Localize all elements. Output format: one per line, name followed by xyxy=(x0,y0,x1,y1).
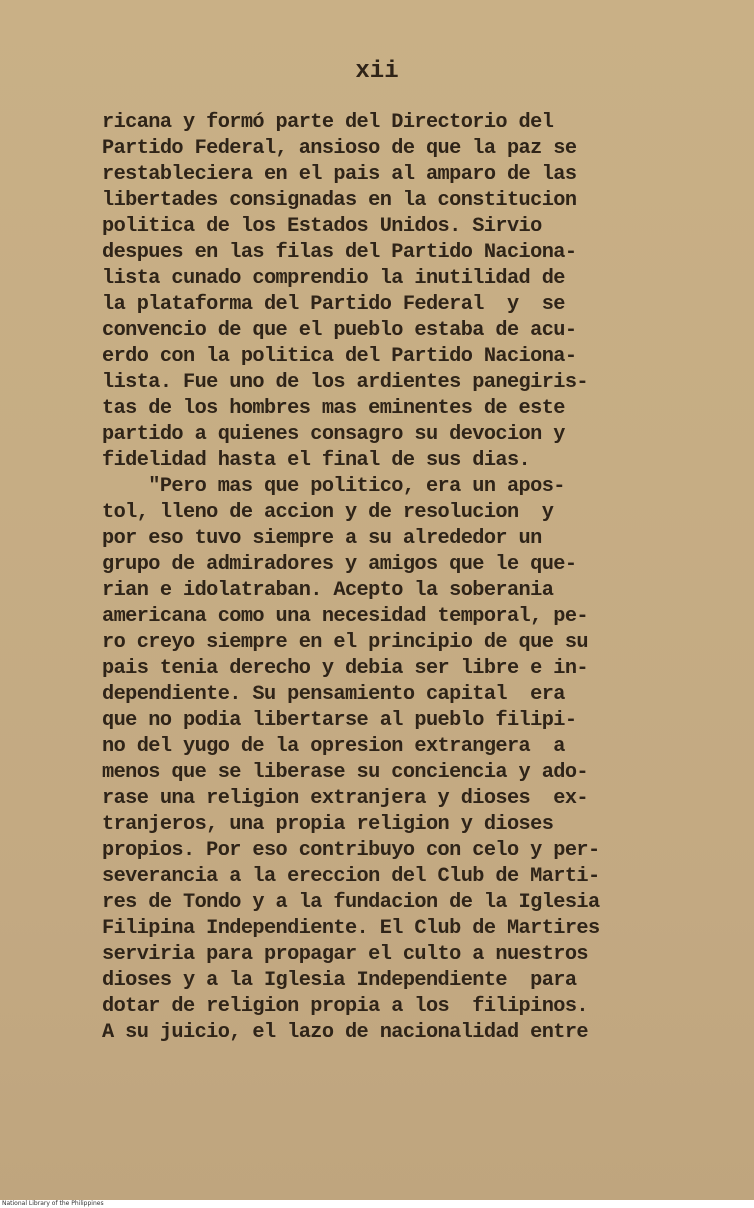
text-line: rase una religion extranjera y dioses ex- xyxy=(102,787,588,810)
text-line: Partido Federal, ansioso de que la paz se xyxy=(102,137,577,160)
text-line: rian e idolatraban. Acepto la soberania xyxy=(102,579,554,602)
text-line: "Pero mas que politico, era un apos- xyxy=(102,475,565,498)
text-line: fidelidad hasta el final de sus dias. xyxy=(102,449,531,472)
text-line: grupo de admiradores y amigos que le que- xyxy=(102,553,577,576)
text-line: politica de los Estados Unidos. Sirvio xyxy=(102,215,542,238)
text-line: severancia a la ereccion del Club de Marti- xyxy=(102,865,600,888)
text-line: dotar de religion propia a los filipinos. xyxy=(102,995,588,1018)
text-line: ricana y formó parte del Directorio del xyxy=(102,111,554,134)
text-line: erdo con la politica del Partido Naciona- xyxy=(102,345,577,368)
text-line: propios. Por eso contribuyo con celo y per- xyxy=(102,839,600,862)
text-line: dependiente. Su pensamiento capital era xyxy=(102,683,565,706)
text-line: ro creyo siempre en el principio de que su xyxy=(102,631,588,654)
text-line: libertades consignadas en la constitucion xyxy=(102,189,577,212)
text-line: pais tenia derecho y debia ser libre e in- xyxy=(102,657,588,680)
text-line: dioses y a la Iglesia Independiente para xyxy=(102,969,577,992)
text-line: no del yugo de la opresion extrangera a xyxy=(102,735,565,758)
text-line: tol, lleno de accion y de resolucion y xyxy=(102,501,554,524)
text-line: que no podia libertarse al pueblo filipi- xyxy=(102,709,577,732)
text-line: tas de los hombres mas eminentes de este xyxy=(102,397,565,420)
text-line: por eso tuvo siempre a su alrededor un xyxy=(102,527,542,550)
text-line: despues en las filas del Partido Naciona- xyxy=(102,241,577,264)
text-line: la plataforma del Partido Federal y se xyxy=(102,293,565,316)
text-line: lista cunado comprendio la inutilidad de xyxy=(102,267,565,290)
library-credit: National Library of the Philippines xyxy=(2,1200,104,1207)
text-line: Filipina Independiente. El Club de Martires xyxy=(102,917,600,940)
body-text xyxy=(102,110,662,1046)
text-line: convencio de que el pueblo estaba de acu- xyxy=(102,319,577,342)
text-line: menos que se liberase su conciencia y ado- xyxy=(102,761,588,784)
text-line: restableciera en el pais al amparo de las xyxy=(102,163,577,186)
page-number: xii xyxy=(355,58,399,85)
text-line: lista. Fue uno de los ardientes panegiris- xyxy=(102,371,588,394)
text-line: res de Tondo y a la fundacion de la Iglesia xyxy=(102,891,600,914)
text-line: americana como una necesidad temporal, pe- xyxy=(102,605,588,628)
text-line: A su juicio, el lazo de nacionalidad entre xyxy=(102,1021,588,1044)
text-line: tranjeros, una propia religion y dioses xyxy=(102,813,554,836)
text-line: serviria para propagar el culto a nuestros xyxy=(102,943,588,966)
text-line: partido a quienes consagro su devocion y xyxy=(102,423,565,446)
bottom-strip xyxy=(0,1200,754,1208)
